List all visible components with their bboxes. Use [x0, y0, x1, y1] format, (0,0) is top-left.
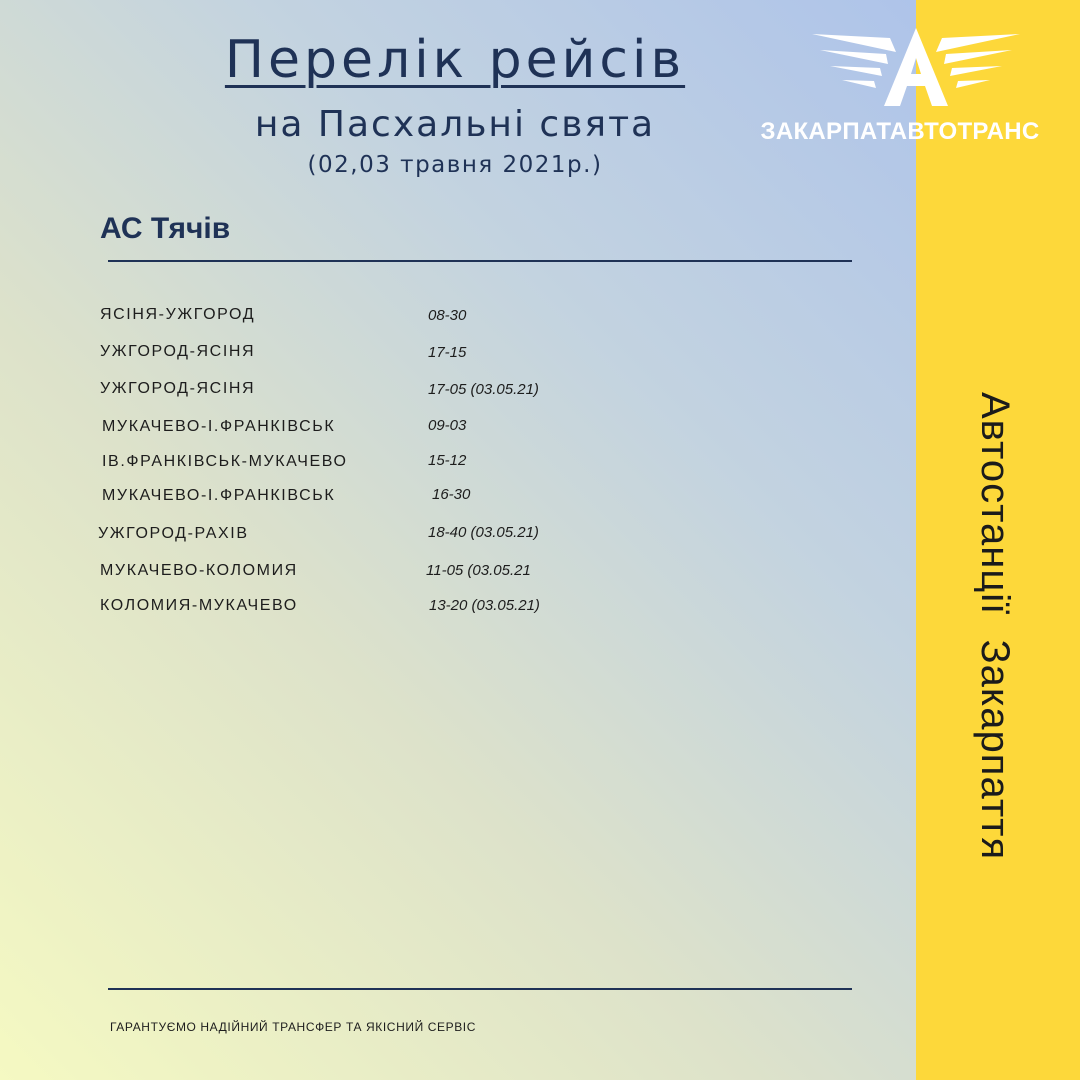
route-name: МУКАЧЕВО-КОЛОМИЯ: [100, 562, 298, 579]
departure-time: 15-12: [428, 452, 467, 469]
page-subtitle: на Пасхальні свята: [254, 104, 656, 145]
route-name: МУКАЧЕВО-І.ФРАНКІВСЬК: [102, 487, 336, 504]
departure-time: 18-40 (03.05.21): [428, 524, 539, 541]
route-name: ЯСІНЯ-УЖГОРОД: [100, 306, 256, 323]
brand-name: ЗАКАРПАТАВТОТРАНС: [760, 118, 1040, 145]
departure-time: 09-03: [428, 417, 467, 434]
winged-a-logo-icon: [808, 26, 1024, 108]
route-name: УЖГОРОД-ЯСІНЯ: [100, 343, 256, 360]
route-name: МУКАЧЕВО-І.ФРАНКІВСЬК: [102, 418, 336, 435]
departure-time: 17-15: [428, 344, 467, 361]
route-name: УЖГОРОД-РАХІВ: [98, 525, 249, 542]
departure-time: 17-05 (03.05.21): [428, 381, 539, 398]
route-name: ІВ.ФРАНКІВСЬК-МУКАЧЕВО: [102, 453, 348, 470]
date-range: (02,03 травня 2021р.): [307, 152, 603, 178]
route-name: КОЛОМИЯ-МУКАЧЕВО: [100, 597, 298, 614]
route-name: УЖГОРОД-ЯСІНЯ: [100, 380, 256, 397]
sidebar-text-wrap: [940, 392, 1050, 861]
bottom-divider: [108, 988, 852, 990]
departure-time: 08-30: [428, 307, 467, 324]
departure-time: 11-05 (03.05.21: [426, 562, 531, 579]
footer-slogan: ГАРАНТУЄМО НАДІЙНИЙ ТРАНСФЕР ТА ЯКІСНИЙ СЕРВІС: [110, 1020, 477, 1034]
departure-time: 16-30: [432, 486, 471, 503]
top-divider: [108, 260, 852, 262]
departure-time: 13-20 (03.05.21): [429, 597, 540, 614]
station-name: АС Тячів: [100, 212, 231, 245]
page-title: Перелік рейсів: [224, 30, 686, 90]
sidebar-vertical-text: Автостанції Закарпаття: [973, 392, 1017, 861]
